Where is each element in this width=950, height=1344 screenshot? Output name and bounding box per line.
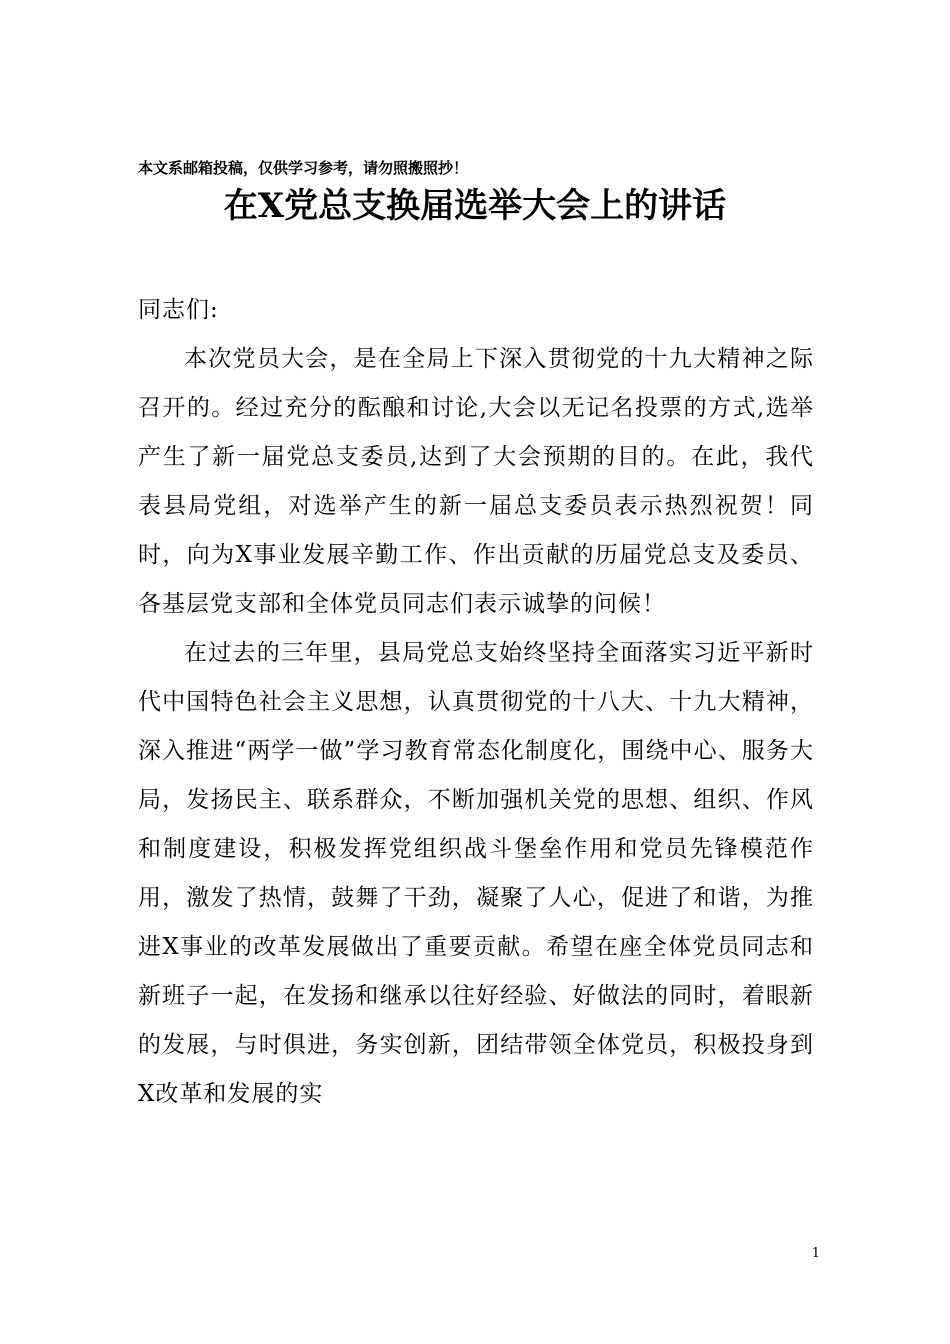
salutation: 同志们: bbox=[138, 297, 219, 323]
page-number: 1 bbox=[811, 1246, 820, 1261]
paragraph-1: 本次党员大会，是在全局上下深入贯彻党的十九大精神之际召开的。经过充分的酝酿和讨论,大会以无记名投票的方式,选举产生了新一届党总支委员,达到了大会预期的目的。在此，我代表县局党组，对选举产生的新一届总支委员表示热烈祝贺！同时，向为X事业发展辛勤工作、作出贡献的历届党总支及委员、各基层党支部和全体党员同志们表示诚挚的问候！ bbox=[138, 346, 814, 617]
document-body bbox=[138, 286, 814, 1119]
paragraph-2: 在过去的三年里，县局党总支始终坚持全面落实习近平新时代中国特色社会主义思想，认真贯彻党的十八大、十九大精神，深入推进“两学一做”学习教育常态化制度化，围绕中心、服务大局，发扬民主、联系群众，不断加强机关党的思想、组织、作风和制度建设，积极发挥党组织战斗堡垒作用和党员先锋模范作用，激发了热情，鼓舞了干劲，凝聚了人心，促进了和谐，为推进X事业的改革发展做出了重要贡献。希望在座全体党员同志和新班子一起，在发扬和继承以往好经验、好做法的同时，着眼新的发展，与时俱进，务实创新，团结带领全体党员，积极投身到X改革和发展的实 bbox=[138, 640, 814, 1107]
submission-notice: 本文系邮箱投稿，仅供学习参考，请勿照搬照抄！ bbox=[138, 159, 469, 177]
document-title: 在X党总支换届选举大会上的讲话 bbox=[223, 186, 727, 226]
